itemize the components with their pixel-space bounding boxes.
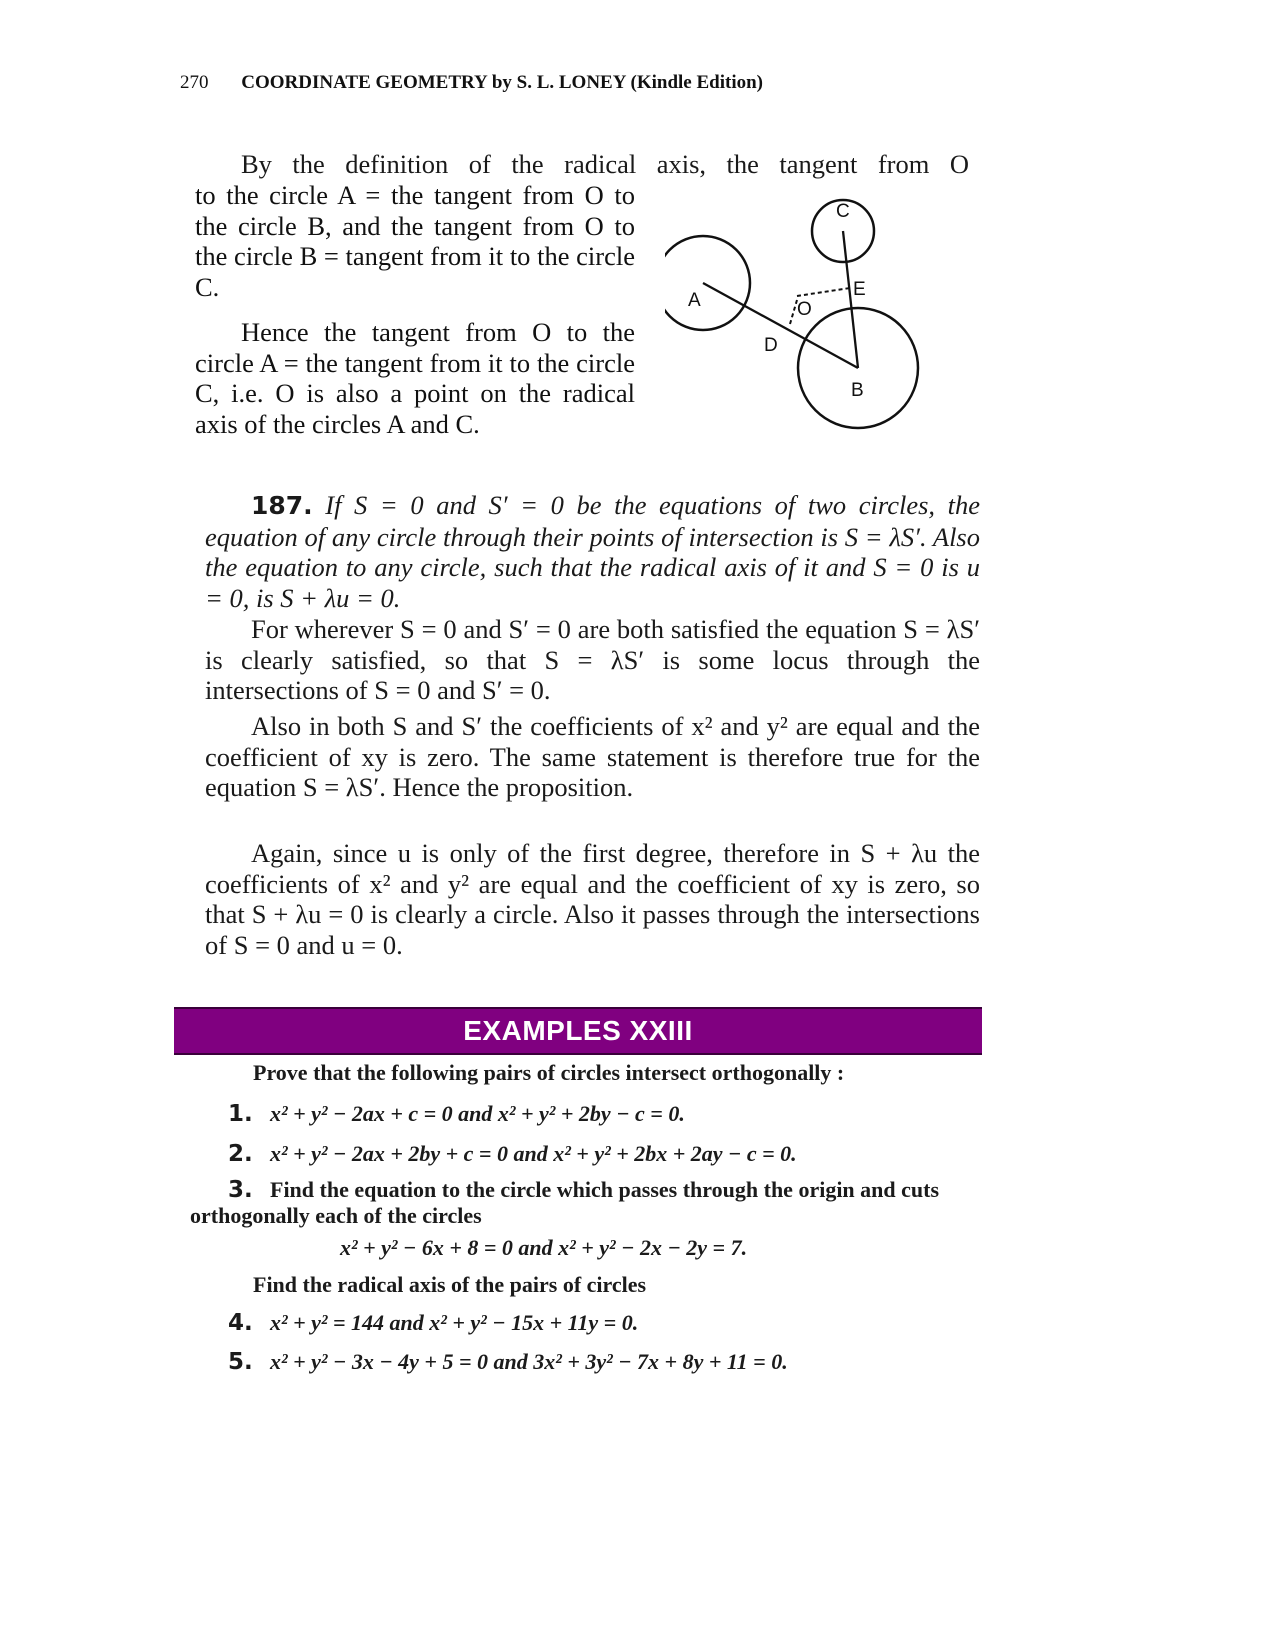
label-c: C (836, 201, 850, 222)
paragraph-3: For wherever S = 0 and S′ = 0 are both satisfied the equation S = λS′ is clearly satisfied, so that S = λS′ is some locus through the intersections of S = 0 and S′ = 0. (205, 614, 980, 706)
page-header (180, 72, 763, 94)
label-e: E (853, 279, 866, 300)
line-a-b (703, 283, 858, 368)
example-number: 4. (228, 1310, 253, 1336)
example-number: 2. (228, 1141, 253, 1167)
proposition-187 (205, 490, 980, 614)
paragraph-2: Hence the tangent from O to the circle A = the tangent from it to the circle C, i.e. O is also a point on the radical axis of the circles A and C. (195, 317, 635, 440)
example-text: Find the equation to the circle which passes through the origin and cuts orthogonally each of the circles (190, 1177, 940, 1228)
example-2 (228, 1141, 797, 1167)
label-o: O (797, 299, 812, 320)
proposition-number: 187. (251, 491, 313, 520)
radical-axis-figure (665, 198, 975, 460)
paragraph-5: Again, since u is only of the first degree, therefore in S + λu the coefficients of x² and y² are equal and the coefficient of xy is zero, so that S + λu = 0 is clearly a circle. Also it passes through the intersections of S = 0 and u = 0. (205, 838, 980, 961)
example-equation: x² + y² − 2ax + 2by + c = 0 and x² + y² + 2bx + 2ay − c = 0. (270, 1141, 797, 1166)
proposition-text: If S = 0 and S′ = 0 be the equations of two circles, the equation of any circle through their points of intersection is S = λS′. Also the equation to any circle, such that the radical axis of it and S = 0 is u = 0, is S + λu = 0. (205, 490, 980, 614)
example-number: 3. (228, 1177, 253, 1203)
example-1 (228, 1101, 685, 1127)
paragraph-1-first-line (195, 149, 969, 180)
examples-heading: EXAMPLES XXIII (174, 1007, 982, 1055)
label-d: D (764, 335, 778, 356)
paragraph-4: Also in both S and S′ the coefficients of x² and y² are equal and the coefficient of xy is zero. The same statement is therefore true for the equation S = λS′. Hence the proposition. (205, 711, 980, 803)
example-3 (190, 1177, 970, 1229)
dashed-o-d (790, 300, 797, 324)
example-number: 1. (228, 1101, 253, 1127)
example-3-equation: x² + y² − 6x + 8 = 0 and x² + y² − 2x − 2y = 7. (340, 1235, 748, 1260)
book-title: COORDINATE GEOMETRY by S. L. LONEY (Kindle Edition) (241, 72, 763, 93)
examples-intro-radical-axis: Find the radical axis of the pairs of circles (253, 1272, 647, 1297)
paragraph-1-line1: By the definition of the radical axis, the tangent from O (241, 149, 969, 179)
example-5 (228, 1349, 788, 1375)
paragraph-1-body: to the circle A = the tangent from O to the circle B, and the tangent from O to the circle B = tangent from it to the circle C. (195, 180, 635, 303)
examples-intro-orthogonal: Prove that the following pairs of circles intersect orthogonally : (253, 1060, 845, 1085)
circle-a (665, 236, 750, 330)
example-equation: x² + y² − 2ax + c = 0 and x² + y² + 2by − c = 0. (270, 1101, 685, 1126)
example-4 (228, 1310, 638, 1336)
dashed-o-e (797, 288, 850, 296)
example-equation: x² + y² − 3x − 4y + 5 = 0 and 3x² + 3y² − 7x + 8y + 11 = 0. (270, 1349, 788, 1374)
example-number: 5. (228, 1349, 253, 1375)
example-equation: x² + y² = 144 and x² + y² − 15x + 11y = 0. (270, 1310, 639, 1335)
label-b: B (851, 380, 864, 401)
label-a: A (688, 290, 701, 311)
page-number: 270 (180, 72, 209, 93)
